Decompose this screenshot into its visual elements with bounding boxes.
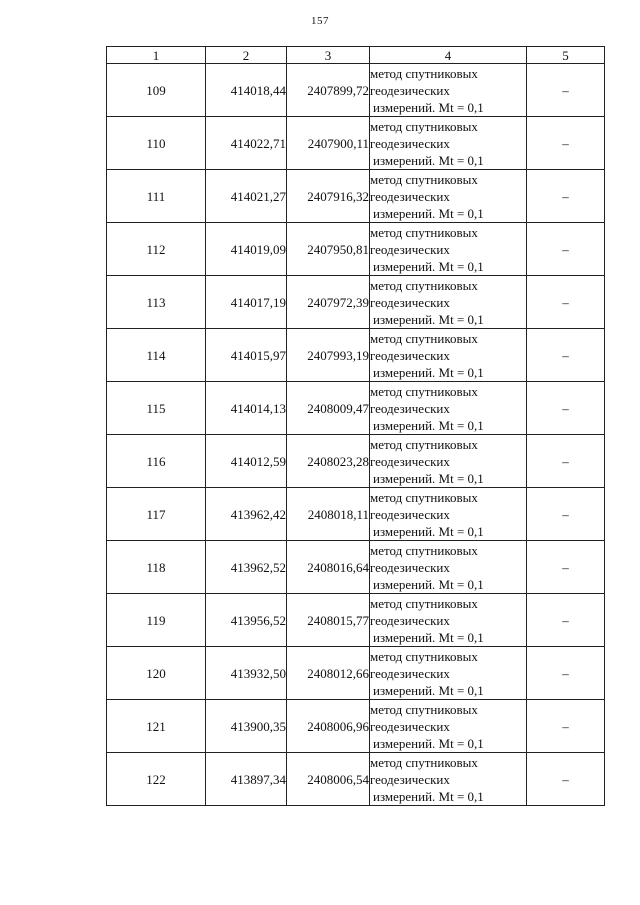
coordinates-table	[106, 46, 605, 806]
measurement-method	[370, 170, 527, 223]
coordinate-x: 414022,71	[206, 117, 287, 170]
point-number: 121	[107, 700, 206, 753]
coordinate-x: 414012,59	[206, 435, 287, 488]
coordinate-y: 2408018,11	[287, 488, 370, 541]
coordinate-x: 414015,97	[206, 329, 287, 382]
method-line: измерений. Mt = 0,1	[373, 205, 484, 221]
method-line: метод спутниковых	[370, 595, 478, 611]
measurement-method	[370, 329, 527, 382]
method-line: измерений. Mt = 0,1	[373, 470, 484, 486]
method-line: метод спутниковых	[370, 171, 478, 187]
note-dash: –	[527, 753, 605, 806]
coordinate-y: 2408023,28	[287, 435, 370, 488]
measurement-method	[370, 488, 527, 541]
method-line: геодезических	[370, 665, 450, 681]
table-header	[107, 47, 605, 64]
method-line: геодезических	[370, 771, 450, 787]
point-number: 119	[107, 594, 206, 647]
coordinate-x: 414021,27	[206, 170, 287, 223]
point-number: 122	[107, 753, 206, 806]
point-number: 113	[107, 276, 206, 329]
method-line: измерений. Mt = 0,1	[373, 152, 484, 168]
table-row	[107, 647, 605, 700]
method-line: метод спутниковых	[370, 330, 478, 346]
table-row	[107, 382, 605, 435]
table-row	[107, 170, 605, 223]
coordinate-x: 414017,19	[206, 276, 287, 329]
method-line: геодезических	[370, 612, 450, 628]
note-dash: –	[527, 223, 605, 276]
table-row	[107, 541, 605, 594]
note-dash: –	[527, 594, 605, 647]
measurement-method	[370, 647, 527, 700]
coordinate-y: 2407950,81	[287, 223, 370, 276]
table-row	[107, 435, 605, 488]
coordinate-y: 2407916,32	[287, 170, 370, 223]
table-row	[107, 594, 605, 647]
measurement-method	[370, 541, 527, 594]
coordinate-y: 2407993,19	[287, 329, 370, 382]
measurement-method	[370, 117, 527, 170]
page-number: 157	[311, 15, 329, 27]
method-line: метод спутниковых	[370, 701, 478, 717]
table-row	[107, 753, 605, 806]
method-line: геодезических	[370, 718, 450, 734]
method-line: метод спутниковых	[370, 383, 478, 399]
method-line: метод спутниковых	[370, 118, 478, 134]
coordinate-x: 413962,42	[206, 488, 287, 541]
note-dash: –	[527, 170, 605, 223]
coordinate-y: 2408015,77	[287, 594, 370, 647]
point-number: 115	[107, 382, 206, 435]
method-line: геодезических	[370, 135, 450, 151]
method-line: измерений. Mt = 0,1	[373, 99, 484, 115]
coordinate-x: 413900,35	[206, 700, 287, 753]
method-line: геодезических	[370, 294, 450, 310]
measurement-method	[370, 700, 527, 753]
note-dash: –	[527, 329, 605, 382]
measurement-method	[370, 223, 527, 276]
column-header-4: 4	[370, 47, 527, 64]
coordinate-x: 414018,44	[206, 64, 287, 117]
coordinate-x: 413932,50	[206, 647, 287, 700]
coordinate-x: 413962,52	[206, 541, 287, 594]
method-line: геодезических	[370, 347, 450, 363]
note-dash: –	[527, 435, 605, 488]
column-header-3: 3	[287, 47, 370, 64]
table-row	[107, 64, 605, 117]
note-dash: –	[527, 647, 605, 700]
table-body	[107, 64, 605, 806]
point-number: 120	[107, 647, 206, 700]
coordinate-y: 2407972,39	[287, 276, 370, 329]
coordinate-y: 2408006,54	[287, 753, 370, 806]
method-line: измерений. Mt = 0,1	[373, 682, 484, 698]
table-row	[107, 700, 605, 753]
method-line: измерений. Mt = 0,1	[373, 523, 484, 539]
point-number: 112	[107, 223, 206, 276]
point-number: 111	[107, 170, 206, 223]
column-header-5: 5	[527, 47, 605, 64]
point-number: 118	[107, 541, 206, 594]
coordinate-y: 2408016,64	[287, 541, 370, 594]
coordinate-x: 413956,52	[206, 594, 287, 647]
table-row	[107, 223, 605, 276]
point-number: 110	[107, 117, 206, 170]
column-header-1: 1	[107, 47, 206, 64]
measurement-method	[370, 594, 527, 647]
method-line: измерений. Mt = 0,1	[373, 311, 484, 327]
note-dash: –	[527, 700, 605, 753]
measurement-method	[370, 435, 527, 488]
method-line: измерений. Mt = 0,1	[373, 576, 484, 592]
table-row	[107, 117, 605, 170]
method-line: метод спутниковых	[370, 277, 478, 293]
header-row	[107, 47, 605, 64]
column-header-2: 2	[206, 47, 287, 64]
method-line: геодезических	[370, 506, 450, 522]
note-dash: –	[527, 488, 605, 541]
method-line: измерений. Mt = 0,1	[373, 788, 484, 804]
method-line: метод спутниковых	[370, 65, 478, 81]
method-line: метод спутниковых	[370, 542, 478, 558]
table-row	[107, 276, 605, 329]
method-line: измерений. Mt = 0,1	[373, 629, 484, 645]
coordinate-x: 413897,34	[206, 753, 287, 806]
method-line: метод спутниковых	[370, 436, 478, 452]
method-line: метод спутниковых	[370, 489, 478, 505]
method-line: геодезических	[370, 559, 450, 575]
method-line: метод спутниковых	[370, 648, 478, 664]
note-dash: –	[527, 276, 605, 329]
point-number: 117	[107, 488, 206, 541]
method-line: геодезических	[370, 188, 450, 204]
method-line: метод спутниковых	[370, 754, 478, 770]
coordinate-x: 414014,13	[206, 382, 287, 435]
method-line: геодезических	[370, 241, 450, 257]
method-line: геодезических	[370, 453, 450, 469]
measurement-method	[370, 753, 527, 806]
note-dash: –	[527, 64, 605, 117]
coordinate-y: 2408006,96	[287, 700, 370, 753]
method-line: измерений. Mt = 0,1	[373, 258, 484, 274]
table-row	[107, 488, 605, 541]
method-line: геодезических	[370, 82, 450, 98]
coordinate-y: 2408012,66	[287, 647, 370, 700]
note-dash: –	[527, 117, 605, 170]
method-line: метод спутниковых	[370, 224, 478, 240]
measurement-method	[370, 276, 527, 329]
measurement-method	[370, 64, 527, 117]
method-line: измерений. Mt = 0,1	[373, 735, 484, 751]
table-row	[107, 329, 605, 382]
coordinate-y: 2408009,47	[287, 382, 370, 435]
coordinate-x: 414019,09	[206, 223, 287, 276]
point-number: 114	[107, 329, 206, 382]
method-line: измерений. Mt = 0,1	[373, 364, 484, 380]
method-line: измерений. Mt = 0,1	[373, 417, 484, 433]
note-dash: –	[527, 541, 605, 594]
coordinate-y: 2407899,72	[287, 64, 370, 117]
point-number: 116	[107, 435, 206, 488]
point-number: 109	[107, 64, 206, 117]
note-dash: –	[527, 382, 605, 435]
measurement-method	[370, 382, 527, 435]
method-line: геодезических	[370, 400, 450, 416]
coordinate-y: 2407900,11	[287, 117, 370, 170]
